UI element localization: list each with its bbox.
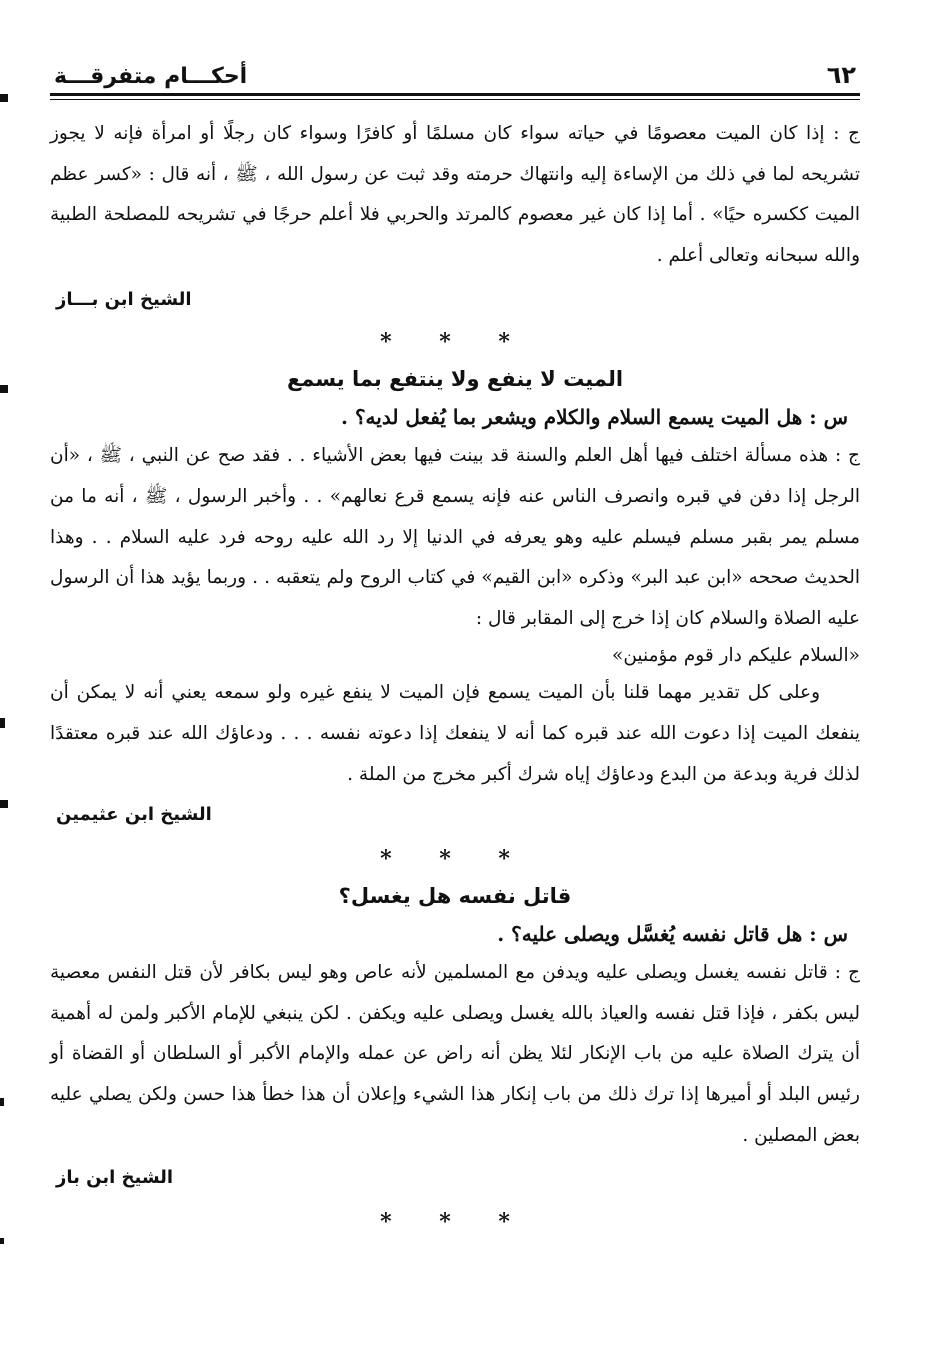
text-line: وعلى كل تقدير مهما قلنا بأن الميت يسمع فإن الميت لا ينفع غيره ولو سمعه يعني أنه لا يمكن	[76, 682, 821, 704]
answer-paragraph	[50, 673, 860, 795]
question: س : هل الميت يسمع السلام والكلام ويشعر بما يُفعل لديه؟ .	[341, 405, 848, 430]
section-separator: * * *	[380, 846, 530, 873]
question: س : هل قاتل نفسه يُغسَّل ويصلى عليه؟ .	[497, 922, 848, 947]
signature-text: الشيخ ابن عثيمين	[56, 804, 212, 826]
signature	[50, 1158, 860, 1198]
header-rule-thick	[50, 93, 860, 96]
answer-paragraph	[50, 114, 860, 276]
text-line: أن ينفعك الميت إذا دعوت الله عند قبره كما أنه لا ينفعك إذا دعوته نفسه . . . ودعاؤك الله عند	[50, 682, 861, 744]
text-line: للإمام الأكبر ولمن له أهمية أن يترك الصلاة عليه من باب الإنكار لئلا يظن أنه راض عن عمله	[50, 1002, 860, 1065]
section-separator: * * *	[380, 1209, 530, 1236]
text-line: الرسول ، ﷺ ، أنه ما من مسلم يمر بقبر مسلم فيسلم عليه وهو يعرفه في الدنيا إلا رد الله عليه	[50, 485, 860, 548]
text-line: ج : قاتل نفسه يغسل ويصلى عليه ويدفن مع المسلمين لأنه عاص وهو ليس بكافر لأن قتل	[163, 962, 860, 984]
text-line: عن النبي ، ﷺ ، «أن الرجل إذا دفن في قبره وانصرف الناس عنه فإنه يسمع قرع نعالهم» . . وأخبر	[50, 445, 860, 507]
running-title: أحكـــام متفرقـــة	[54, 64, 248, 89]
quote-line: «السلام عليكم دار قوم مؤمنين»	[612, 645, 860, 667]
text-line: للمصلحة الطبية والله سبحانه وتعالى أعلم .	[50, 204, 860, 266]
text-line: النفس معصية ليس بكفر ، فإذا قتل نفسه والعياذ بالله يغسل ويصلى عليه ويكفن . لكن ينبغي	[50, 962, 860, 1024]
signature	[50, 795, 860, 835]
text-line: روحه فرد عليه السلام . . وهذا الحديث صححه «ابن عبد البر» وذكره «ابن القيم» في كتاب الروح	[50, 526, 861, 589]
text-line: لا يجوز تشريحه لما في ذلك من الإساءة إليه وانتهاك حرمته وقد ثبت عن رسول الله ، ﷺ ، أنه قال :	[50, 123, 860, 185]
answer-paragraph	[50, 436, 860, 639]
signature	[50, 280, 860, 320]
margin-mark	[0, 718, 5, 728]
margin-mark	[0, 1238, 4, 1244]
text-line: ج : هذه مسألة اختلف فيها أهل العلم والسنة قد بينت فيها بعض الأشياء . . فقد صح	[217, 445, 860, 467]
signature-text: الشيخ ابن باز	[56, 1167, 174, 1189]
text-line: الشيء وإعلان أن هذا خطأ هذا حسن ولكن يصلي عليه بعض المصلين .	[50, 1083, 860, 1146]
text-line: والإمام الأكبر أو السلطان أو القضاة أو رئيس البلد أو أميرها إذا ترك ذلك من باب إنكار هذا	[50, 1043, 860, 1105]
page-number: ٦٢	[826, 61, 856, 89]
margin-mark	[0, 385, 8, 393]
signature-text: الشيخ ابن بـــاز	[56, 289, 192, 311]
section-title: قاتل نفسه هل يغسل؟	[338, 884, 572, 909]
answer-paragraph	[50, 953, 860, 1156]
section-separator: * * *	[380, 329, 530, 356]
text-line: ولم يتعقبه . . وربما يؤيد هذا أن الرسول عليه الصلاة والسلام كان إذا خرج إلى المقابر قال :	[50, 567, 860, 629]
header-rule-thin	[50, 99, 860, 100]
text-line: «كسر عظم الميت ككسره حيًا» . أما إذا كان غير معصوم كالمرتد والحربي فلا أعلم حرجًا في تشريحه	[50, 163, 860, 226]
page-header	[50, 55, 860, 89]
text-line: ج : إذا كان الميت معصومًا في حياته سواء كان مسلمًا أو كافرًا وسواء كان رجلًا أو امرأة فإنه	[113, 123, 860, 144]
text-line: قبره معتقدًا لذلك فرية وبدعة من البدع ودعاؤك إياه شرك أكبر مخرج من الملة .	[50, 722, 860, 785]
document-page	[50, 55, 860, 1240]
margin-mark	[0, 800, 8, 808]
margin-mark	[0, 94, 8, 102]
margin-mark	[0, 1098, 4, 1106]
section-title: الميت لا ينفع ولا ينتفع بما يسمع	[286, 367, 624, 392]
